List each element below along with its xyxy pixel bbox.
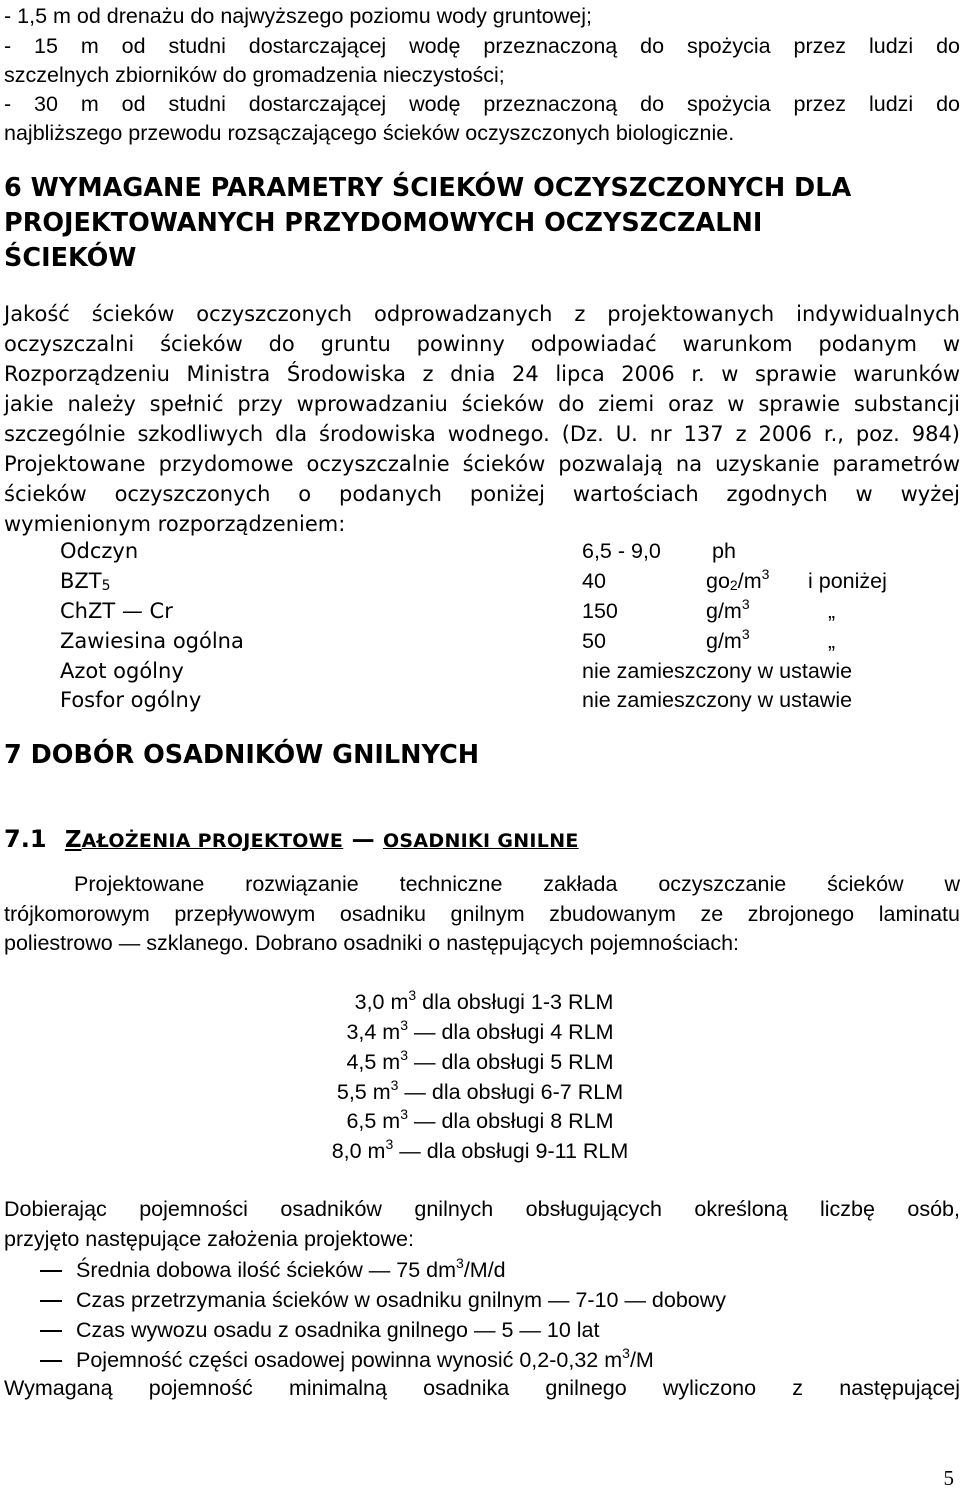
section-6-heading: ŚCIEKÓW: [4, 243, 137, 273]
paragraph-line: jakie należy spełnić przy wprowadzaniu ścieków do ziemi oraz w sprawie substancji: [4, 392, 960, 416]
param-name: $BZT_5$: [60, 569, 111, 594]
param-value: 150: [582, 599, 618, 623]
dash-bullet-icon: [40, 1270, 62, 1272]
list-item: Czas wywozu osadu z osadnika gnilnego — 5 — 10 lat: [40, 1315, 599, 1345]
intro-line: najbliższego przewodu rozsączającego ścieków oczyszczonych biologicznie.: [4, 121, 735, 145]
capacity-item: 3,0 $m^3$ dla obsługi 1-3 RLM: [354, 987, 614, 1014]
paragraph-line: wymienionym rozporządzeniem:: [4, 512, 346, 536]
list-item: Średnia dobowa ilość ścieków — 75 $dm^3/M/d$: [40, 1255, 506, 1285]
intro-line: szczelnych zbiorników do gromadzenia nieczystości;: [4, 63, 505, 87]
param-value: 50: [582, 629, 606, 653]
section-7-1-heading: 7.1 ZAŁOŻENIA PROJEKTOWE — OSADNIKI GNILNE: [4, 825, 579, 853]
dash-bullet-icon: [40, 1300, 62, 1302]
param-name: Zawiesina ogólna: [60, 629, 244, 653]
param-name: ChZT — Cr: [60, 599, 173, 623]
paragraph-line: Dobierając pojemności osadników gnilnych obsługujących określoną liczbę osób,: [4, 1197, 960, 1221]
intro-line: - 30 m od studni dostarczającej wodę przeznaczoną do spożycia przez ludzi do: [4, 92, 960, 116]
param-note: i poniżej: [808, 569, 887, 593]
paragraph-line: trójkomorowym przepływowym osadniku gnilnym zbudowanym ze zbrojonego laminatu: [4, 902, 960, 926]
page-number: 5: [943, 1466, 954, 1490]
intro-line: - 15 m od studni dostarczającej wodę przeznaczoną do spożycia przez ludzi do: [4, 34, 960, 58]
paragraph-line: poliestrowo — szklanego. Dobrano osadniki o następujących pojemnościach:: [4, 931, 739, 955]
paragraph-line: Projektowane przydomowe oczyszczalnie ścieków pozwalają na uzyskanie parametrów: [4, 452, 960, 476]
section-7-heading: 7 DOBÓR OSADNIKÓW GNILNYCH: [4, 740, 480, 770]
capacity-item: 5,5 $m^3$ — dla obsługi 6-7 RLM: [336, 1077, 624, 1104]
param-value: 6,5 - 9,0: [582, 539, 661, 563]
dash-bullet-icon: [40, 1360, 62, 1362]
list-item: Pojemność części osadowej powinna wynosić 0,2-0,32 $m^3/M$: [40, 1345, 654, 1375]
list-item: Czas przetrzymania ścieków w osadniku gnilnym — 7-10 — dobowy: [40, 1285, 726, 1315]
capacity-item: 3,4 $m^3$ — dla obsługi 4 RLM: [346, 1017, 614, 1044]
capacity-item: 8,0 $m^3$ — dla obsługi 9-11 RLM: [331, 1136, 629, 1163]
paragraph-line: Wymaganą pojemność minimalną osadnika gnilnego wyliczono z następującej: [4, 1376, 960, 1400]
param-unit: $g/m^3$: [706, 596, 750, 623]
paragraph-line: szczególnie szkodliwych dla środowiska wodnego. (Dz. U. nr 137 z 2006 r., poz. 984): [4, 422, 960, 446]
param-note: „: [828, 629, 836, 653]
section-6-heading: PROJEKTOWANYCH PRZYDOMOWYCH OCZYSZCZALNI: [4, 208, 763, 238]
param-value: 40: [582, 569, 606, 593]
param-unit: $go_2/m^3$: [706, 566, 770, 593]
param-name: Azot ogólny: [60, 659, 184, 683]
param-unit: $g/m^3$: [706, 626, 750, 653]
paragraph-line: Projektowane rozwiązanie techniczne zakłada oczyszczanie ścieków w: [74, 872, 960, 896]
param-value: nie zamieszczony w ustawie: [582, 659, 853, 683]
param-note: „: [828, 599, 836, 623]
paragraph-line: Jakość ścieków oczyszczonych odprowadzanych z projektowanych indywidualnych: [4, 302, 960, 326]
section-6-heading: 6 WYMAGANE PARAMETRY ŚCIEKÓW OCZYSZCZONYCH DLA: [4, 173, 852, 203]
paragraph-line: Rozporządzeniu Ministra Środowiska z dnia 24 lipca 2006 r. w sprawie warunków: [4, 362, 960, 386]
param-value: nie zamieszczony w ustawie: [582, 688, 853, 712]
paragraph-line: ścieków oczyszczonych o podanych poniżej wartościach zgodnych w wyżej: [4, 482, 960, 506]
param-unit: ph: [712, 539, 736, 563]
param-name: Odczyn: [60, 539, 139, 563]
capacity-item: 6,5 $m^3$ — dla obsługi 8 RLM: [346, 1106, 614, 1133]
dash-bullet-icon: [40, 1330, 62, 1332]
capacity-item: 4,5 $m^3$ — dla obsługi 5 RLM: [346, 1047, 614, 1074]
intro-line: - 1,5 m od drenażu do najwyższego poziomu wody gruntowej;: [4, 4, 592, 28]
paragraph-line: przyjęto następujące założenia projektowe:: [4, 1227, 414, 1251]
paragraph-line: oczyszczalni ścieków do gruntu powinny odpowiadać warunkom podanym w: [4, 332, 960, 356]
param-name: Fosfor ogólny: [60, 688, 202, 712]
